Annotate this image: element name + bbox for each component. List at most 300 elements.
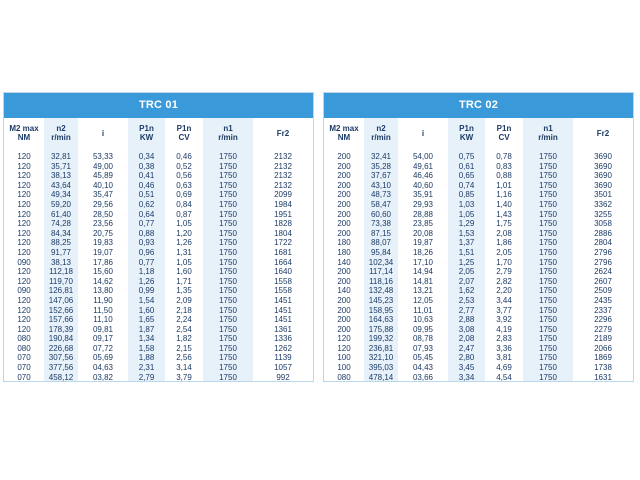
- cell-p1n-cv: 0,88: [496, 171, 512, 181]
- cell-m2max: 200: [337, 228, 351, 238]
- cell-m2max: 120: [337, 334, 351, 344]
- cell-i: 19,07: [92, 247, 114, 257]
- cell-i: 40,60: [412, 180, 434, 190]
- cell-n1: 1750: [523, 171, 573, 181]
- cell-fr2: 2132: [274, 152, 292, 161]
- cell-p1n-cv: 1,75: [496, 219, 512, 229]
- cell-i: 49,00: [92, 161, 114, 171]
- cell-p1n-cv: 1,05: [176, 219, 192, 229]
- cell-n2: 35,28: [364, 162, 398, 172]
- table-row: [324, 363, 633, 373]
- cell-i: 07,72: [92, 343, 114, 353]
- cell-p1n-kw: 2,07: [448, 277, 485, 287]
- cell-p1n-cv: 2,09: [176, 295, 192, 305]
- cell-n1: 1750: [523, 315, 573, 325]
- cell-n1: 1750: [203, 148, 253, 162]
- cell-i: 09,81: [92, 324, 114, 334]
- cell-p1n-cv: 0,84: [176, 199, 192, 209]
- cell-n1: 1750: [523, 162, 573, 172]
- cell-fr2: 3255: [594, 209, 612, 219]
- cell-p1n-kw: 2,53: [448, 296, 485, 306]
- cell-m2max: 120: [17, 324, 31, 334]
- cell-n2: 102,34: [364, 258, 398, 268]
- cell-n2: 73,38: [364, 219, 398, 229]
- cell-fr2: 1722: [274, 238, 292, 248]
- col-header-m2max: M2 max NM: [9, 124, 39, 142]
- cell-p1n-cv: 1,20: [176, 228, 192, 238]
- cell-fr2: 1451: [274, 315, 292, 325]
- cell-n1: 1750: [203, 229, 253, 239]
- cell-m2max: 090: [17, 257, 31, 267]
- cell-p1n-kw: 1,18: [128, 267, 165, 277]
- col-header-n1: n1 r/min: [523, 118, 573, 148]
- cell-i: 12,05: [412, 295, 434, 305]
- col-header-p1n-cv: P1n CV: [176, 124, 192, 142]
- cell-i: 46,46: [412, 171, 434, 181]
- cell-fr2: 3058: [594, 219, 612, 229]
- table-row: [4, 373, 313, 382]
- table-row: [4, 353, 313, 363]
- cell-p1n-cv: 0,52: [176, 161, 192, 171]
- cell-i: 11,50: [93, 305, 113, 315]
- cell-fr2: 1139: [274, 353, 292, 363]
- cell-n1: 1750: [523, 258, 573, 268]
- table-row: [324, 353, 633, 363]
- cell-p1n-kw: 0,85: [448, 190, 485, 200]
- cell-fr2: 2886: [594, 228, 612, 238]
- cell-p1n-cv: 2,18: [176, 305, 192, 315]
- table-row: [4, 325, 313, 335]
- cell-n1: 1750: [203, 258, 253, 268]
- cell-p1n-cv: 0,83: [496, 161, 512, 171]
- table-row: [324, 171, 633, 181]
- cell-fr2: 2337: [594, 305, 612, 315]
- col-header-p1n-kw: P1n KW: [448, 118, 485, 148]
- cell-fr2: 992: [276, 372, 290, 382]
- cell-fr2: 2509: [594, 286, 612, 296]
- cell-n1: 1750: [523, 181, 573, 191]
- cell-m2max: 120: [17, 276, 31, 286]
- cell-fr2: 2296: [594, 315, 612, 325]
- cell-i: 28,88: [412, 209, 434, 219]
- cell-i: 11,90: [93, 295, 113, 305]
- cell-fr2: 2132: [274, 171, 292, 181]
- cell-fr2: 1558: [274, 286, 292, 296]
- cell-fr2: 2066: [594, 343, 612, 353]
- spec-table-trc02: [324, 118, 633, 382]
- cell-m2max: 200: [337, 295, 351, 305]
- spec-table-trc01: [4, 118, 313, 382]
- cell-n2: 95,84: [364, 248, 398, 258]
- cell-n1: 1750: [523, 373, 573, 382]
- cell-n2: 48,73: [364, 190, 398, 200]
- cell-i: 20,08: [412, 228, 434, 238]
- cell-m2max: 200: [337, 199, 351, 209]
- cell-m2max: 100: [337, 353, 351, 363]
- cell-p1n-cv: 1,26: [176, 238, 192, 248]
- cell-fr2: 1681: [274, 247, 292, 257]
- cell-n1: 1750: [203, 325, 253, 335]
- cell-p1n-cv: 0,63: [176, 180, 192, 190]
- cell-n2: 126,81: [44, 286, 78, 296]
- cell-n2: 88,25: [44, 238, 78, 248]
- cell-p1n-kw: 0,41: [128, 171, 165, 181]
- col-header-n2: n2 r/min: [364, 118, 398, 148]
- cell-p1n-kw: 0,64: [128, 210, 165, 220]
- cell-m2max: 200: [337, 324, 351, 334]
- cell-m2max: 200: [337, 152, 351, 161]
- table-row: [324, 258, 633, 268]
- cell-p1n-cv: 1,70: [496, 257, 512, 267]
- cell-n1: 1750: [523, 238, 573, 248]
- cell-n2: 478,14: [364, 373, 398, 382]
- col-header-i: i: [101, 128, 105, 138]
- cell-p1n-kw: 1,03: [448, 200, 485, 210]
- cell-i: 45,89: [92, 171, 114, 181]
- table-row: [324, 296, 633, 306]
- cell-p1n-kw: 1,65: [128, 315, 165, 325]
- table-row: [4, 277, 313, 287]
- cell-p1n-kw: 1,05: [448, 210, 485, 220]
- cell-m2max: 070: [17, 363, 31, 373]
- cell-m2max: 200: [337, 315, 351, 325]
- table-row: [324, 286, 633, 296]
- cell-p1n-cv: 4,69: [496, 363, 512, 373]
- cell-n1: 1750: [523, 277, 573, 287]
- cell-m2max: 120: [17, 171, 31, 181]
- cell-i: 17,86: [92, 257, 114, 267]
- cell-n1: 1750: [523, 286, 573, 296]
- cell-p1n-cv: 2,56: [176, 353, 192, 363]
- cell-n2: 132,48: [364, 286, 398, 296]
- table-row: [324, 277, 633, 287]
- cell-p1n-cv: 1,05: [176, 257, 192, 267]
- table-row: [4, 334, 313, 344]
- cell-n1: 1750: [523, 363, 573, 373]
- cell-n2: 35,71: [44, 162, 78, 172]
- cell-i: 11,01: [413, 305, 433, 315]
- cell-m2max: 120: [17, 152, 31, 161]
- cell-n1: 1750: [203, 200, 253, 210]
- table-row: [324, 267, 633, 277]
- col-header-n1: n1 r/min: [203, 118, 253, 148]
- cell-n2: 178,39: [44, 325, 78, 335]
- table-body: [324, 148, 633, 382]
- cell-p1n-cv: 1,43: [496, 209, 512, 219]
- cell-fr2: 3690: [594, 152, 612, 161]
- cell-p1n-cv: 1,60: [176, 267, 192, 277]
- cell-m2max: 200: [337, 180, 351, 190]
- cell-i: 05,45: [412, 353, 434, 363]
- cell-m2max: 070: [17, 372, 31, 382]
- cell-fr2: 1451: [274, 295, 292, 305]
- cell-fr2: 2132: [274, 161, 292, 171]
- cell-n1: 1750: [523, 334, 573, 344]
- cell-fr2: 1558: [274, 276, 292, 286]
- cell-n1: 1750: [203, 296, 253, 306]
- cell-p1n-kw: 0,99: [128, 286, 165, 296]
- cell-p1n-cv: 4,54: [496, 372, 512, 382]
- cell-m2max: 120: [17, 267, 31, 277]
- cell-m2max: 120: [17, 219, 31, 229]
- cell-i: 09,95: [412, 324, 434, 334]
- cell-m2max: 120: [17, 161, 31, 171]
- cell-fr2: 2796: [594, 257, 612, 267]
- table-row: [324, 325, 633, 335]
- cell-p1n-cv: 1,16: [496, 190, 512, 200]
- cell-p1n-kw: 3,45: [448, 363, 485, 373]
- table-row: [324, 190, 633, 200]
- cell-fr2: 2607: [594, 276, 612, 286]
- cell-n2: 61,40: [44, 210, 78, 220]
- cell-n1: 1750: [523, 296, 573, 306]
- cell-fr2: 3362: [594, 199, 612, 209]
- table-title: TRC 02: [324, 93, 633, 118]
- cell-m2max: 100: [337, 363, 351, 373]
- cell-n2: 43,10: [364, 181, 398, 191]
- cell-i: 08,78: [412, 334, 434, 344]
- cell-m2max: 070: [17, 353, 31, 363]
- col-header-fr2: Fr2: [276, 128, 290, 138]
- header-row: [4, 118, 313, 148]
- cell-p1n-cv: 2,82: [496, 276, 512, 286]
- table-row: [324, 200, 633, 210]
- cell-n2: 84,34: [44, 229, 78, 239]
- cell-n1: 1750: [523, 353, 573, 363]
- cell-n1: 1750: [523, 325, 573, 335]
- cell-p1n-kw: 2,79: [128, 373, 165, 382]
- cell-m2max: 200: [337, 161, 351, 171]
- cell-n2: 60,60: [364, 210, 398, 220]
- table-row: [4, 162, 313, 172]
- table-row: [4, 200, 313, 210]
- cell-i: 04,43: [412, 363, 434, 373]
- cell-m2max: 120: [17, 305, 31, 315]
- cell-p1n-kw: 0,51: [128, 190, 165, 200]
- cell-fr2: 1631: [594, 372, 612, 382]
- cell-p1n-cv: 1,82: [176, 334, 192, 344]
- cell-p1n-kw: 0,34: [128, 148, 165, 162]
- cell-p1n-kw: 1,51: [448, 248, 485, 258]
- col-header-m2max: M2 max NM: [329, 124, 359, 142]
- cell-fr2: 1869: [594, 353, 612, 363]
- cell-p1n-cv: 2,79: [496, 267, 512, 277]
- cell-p1n-cv: 1,01: [496, 180, 512, 190]
- table-row: [324, 373, 633, 382]
- cell-i: 17,10: [412, 257, 434, 267]
- cell-i: 19,83: [92, 238, 114, 248]
- table-row: [4, 248, 313, 258]
- cell-n1: 1750: [203, 210, 253, 220]
- cell-p1n-cv: 2,83: [496, 334, 512, 344]
- cell-i: 09,17: [92, 334, 114, 344]
- cell-p1n-kw: 2,77: [448, 306, 485, 316]
- cell-n1: 1750: [523, 267, 573, 277]
- cell-i: 07,93: [412, 343, 434, 353]
- cell-i: 11,10: [93, 315, 113, 325]
- table-row: [324, 181, 633, 191]
- cell-p1n-kw: 2,31: [128, 363, 165, 373]
- cell-n1: 1750: [523, 190, 573, 200]
- cell-n2: 88,07: [364, 238, 398, 248]
- cell-p1n-cv: 3,44: [496, 295, 512, 305]
- cell-p1n-kw: 1,25: [448, 258, 485, 268]
- cell-p1n-kw: 2,08: [448, 334, 485, 344]
- cell-p1n-kw: 1,34: [128, 334, 165, 344]
- cell-n2: 145,23: [364, 296, 398, 306]
- cell-m2max: 140: [337, 286, 351, 296]
- table-row: [324, 219, 633, 229]
- cell-n2: 58,47: [364, 200, 398, 210]
- table-row: [324, 334, 633, 344]
- cell-m2max: 180: [337, 247, 351, 257]
- table-row: [324, 248, 633, 258]
- cell-n2: 199,32: [364, 334, 398, 344]
- table-row: [4, 286, 313, 296]
- cell-i: 13,21: [412, 286, 434, 296]
- cell-n1: 1750: [523, 200, 573, 210]
- cell-i: 23,56: [92, 219, 114, 229]
- cell-p1n-kw: 0,77: [128, 219, 165, 229]
- cell-n2: 117,14: [364, 267, 398, 277]
- cell-fr2: 2624: [594, 267, 612, 277]
- cell-m2max: 120: [337, 343, 351, 353]
- cell-p1n-kw: 1,29: [448, 219, 485, 229]
- cell-p1n-cv: 2,24: [176, 315, 192, 325]
- cell-i: 19,87: [412, 238, 434, 248]
- cell-p1n-cv: 1,86: [496, 238, 512, 248]
- cell-m2max: 140: [337, 257, 351, 267]
- cell-fr2: 1804: [274, 228, 292, 238]
- cell-fr2: 1828: [274, 219, 292, 229]
- cell-n1: 1750: [203, 162, 253, 172]
- cell-p1n-kw: 1,53: [448, 229, 485, 239]
- cell-fr2: 1451: [274, 305, 292, 315]
- cell-n1: 1750: [203, 190, 253, 200]
- cell-i: 54,00: [412, 152, 434, 161]
- table-body: [4, 148, 313, 382]
- cell-m2max: 120: [17, 295, 31, 305]
- cell-n2: 458,12: [44, 373, 78, 382]
- cell-p1n-kw: 0,96: [128, 248, 165, 258]
- cell-n1: 1750: [203, 286, 253, 296]
- cell-fr2: 1984: [274, 199, 292, 209]
- cell-m2max: 120: [17, 180, 31, 190]
- cell-p1n-kw: 1,88: [128, 353, 165, 363]
- cell-p1n-kw: 0,88: [128, 229, 165, 239]
- cell-fr2: 1057: [274, 363, 292, 373]
- cell-m2max: 120: [17, 315, 31, 325]
- cell-i: 29,93: [412, 199, 434, 209]
- cell-p1n-kw: 0,61: [448, 162, 485, 172]
- cell-n1: 1750: [203, 238, 253, 248]
- cell-n2: 377,56: [44, 363, 78, 373]
- cell-m2max: 120: [17, 190, 31, 200]
- cell-fr2: 3690: [594, 161, 612, 171]
- cell-i: 35,91: [412, 190, 434, 200]
- cell-m2max: 120: [17, 228, 31, 238]
- cell-p1n-cv: 2,05: [496, 247, 512, 257]
- cell-p1n-kw: 0,77: [128, 258, 165, 268]
- table-row: [4, 190, 313, 200]
- cell-n2: 321,10: [364, 353, 398, 363]
- table-row: [324, 148, 633, 162]
- cell-m2max: 200: [337, 219, 351, 229]
- cell-p1n-cv: 3,92: [496, 315, 512, 325]
- cell-m2max: 080: [337, 372, 351, 382]
- cell-n2: 164,63: [364, 315, 398, 325]
- cell-n1: 1750: [203, 277, 253, 287]
- table-row: [4, 315, 313, 325]
- cell-i: 15,60: [92, 267, 114, 277]
- cell-p1n-cv: 2,54: [176, 324, 192, 334]
- cell-m2max: 200: [337, 276, 351, 286]
- cell-fr2: 1664: [274, 257, 292, 267]
- cell-n2: 226,68: [44, 344, 78, 354]
- cell-n2: 157,66: [44, 315, 78, 325]
- cell-n1: 1750: [523, 148, 573, 162]
- cell-n1: 1750: [203, 306, 253, 316]
- cell-n1: 1750: [523, 219, 573, 229]
- cell-n2: 147,06: [44, 296, 78, 306]
- col-header-n2: n2 r/min: [44, 118, 78, 148]
- table-row: [4, 229, 313, 239]
- cell-i: 29,56: [92, 199, 114, 209]
- cell-p1n-cv: 1,35: [176, 286, 192, 296]
- cell-m2max: 200: [337, 171, 351, 181]
- cell-fr2: 2132: [274, 180, 292, 190]
- table-panel-trc01: [3, 92, 314, 382]
- cell-n2: 87,15: [364, 229, 398, 239]
- cell-m2max: 080: [17, 343, 31, 353]
- cell-p1n-kw: 0,65: [448, 171, 485, 181]
- cell-p1n-kw: 1,26: [128, 277, 165, 287]
- cell-m2max: 120: [17, 238, 31, 248]
- cell-n1: 1750: [203, 363, 253, 373]
- cell-i: 35,47: [92, 190, 114, 200]
- cell-i: 23,85: [412, 219, 434, 229]
- cell-n2: 307,56: [44, 353, 78, 363]
- cell-p1n-kw: 0,74: [448, 181, 485, 191]
- cell-p1n-kw: 1,37: [448, 238, 485, 248]
- cell-p1n-kw: 2,88: [448, 315, 485, 325]
- cell-i: 53,33: [92, 152, 114, 161]
- table-row: [4, 219, 313, 229]
- cell-p1n-cv: 2,15: [176, 343, 192, 353]
- cell-p1n-kw: 0,62: [128, 200, 165, 210]
- cell-m2max: 200: [337, 209, 351, 219]
- table-row: [324, 306, 633, 316]
- cell-p1n-kw: 2,05: [448, 267, 485, 277]
- cell-p1n-kw: 1,62: [448, 286, 485, 296]
- header-row: [324, 118, 633, 148]
- table-panel-trc02: [323, 92, 634, 382]
- cell-i: 13,80: [92, 286, 114, 296]
- cell-p1n-kw: 0,75: [448, 148, 485, 162]
- cell-p1n-cv: 2,20: [496, 286, 512, 296]
- cell-p1n-kw: 2,80: [448, 353, 485, 363]
- cell-i: 20,75: [92, 228, 114, 238]
- cell-fr2: 2189: [594, 334, 612, 344]
- cell-n1: 1750: [203, 248, 253, 258]
- cell-p1n-kw: 0,38: [128, 162, 165, 172]
- cell-p1n-cv: 3,36: [496, 343, 512, 353]
- table-row: [4, 210, 313, 220]
- cell-n2: 32,41: [364, 148, 398, 162]
- cell-i: 14,94: [412, 267, 434, 277]
- cell-fr2: 1361: [274, 324, 292, 334]
- cell-fr2: 1640: [274, 267, 292, 277]
